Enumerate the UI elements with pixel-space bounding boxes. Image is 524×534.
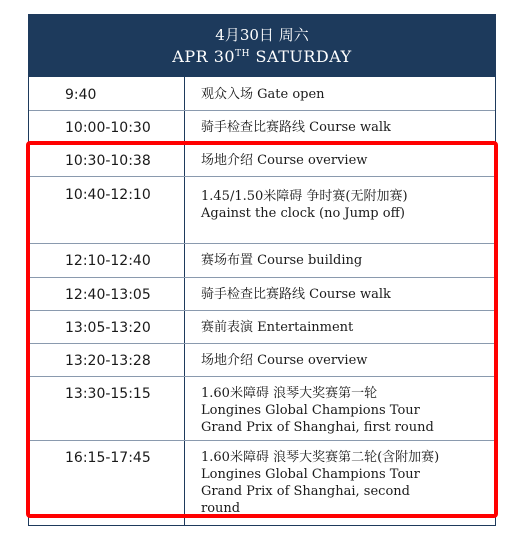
row-description-line: Longines Global Champions Tour xyxy=(201,467,420,482)
column-divider xyxy=(184,77,185,110)
header-date-english-main: APR 30 xyxy=(172,47,236,66)
row-time: 13:30-15:15 xyxy=(65,386,151,402)
row-time: 10:00-10:30 xyxy=(65,120,151,136)
row-time: 12:40-13:05 xyxy=(65,287,151,303)
row-description xyxy=(201,119,391,136)
row-time: 10:30-10:38 xyxy=(65,153,151,169)
row-description-line: Longines Global Champions Tour xyxy=(201,403,420,418)
row-description-line: 骑手检查比赛路线 Course walk xyxy=(201,287,391,302)
schedule-row xyxy=(29,77,495,111)
header-date-english xyxy=(29,47,495,66)
row-description-line: Grand Prix of Shanghai, first round xyxy=(201,420,434,435)
header-date-weekday: SATURDAY xyxy=(249,47,352,66)
row-description-line: 观众入场 Gate open xyxy=(201,87,325,102)
row-description-line: 1.60米障碍 浪琴大奖赛第一轮 xyxy=(201,386,378,401)
row-description-line: Grand Prix of Shanghai, second xyxy=(201,484,410,499)
row-description-line: 骑手检查比赛路线 Course walk xyxy=(201,120,391,135)
row-description-line: 赛前表演 Entertainment xyxy=(201,320,354,335)
row-time: 13:20-13:28 xyxy=(65,353,151,369)
row-description-line: 赛场布置 Course building xyxy=(201,253,363,268)
row-description-line: 1.45/1.50米障碍 争时赛(无附加赛) xyxy=(201,189,408,204)
row-time: 9:40 xyxy=(65,87,97,103)
row-time: 12:10-12:40 xyxy=(65,253,151,269)
header-date-chinese: 4月30日 周六 xyxy=(215,26,309,44)
row-time: 13:05-13:20 xyxy=(65,320,151,336)
row-description-line: round xyxy=(201,501,241,516)
header-date-suffix: TH xyxy=(235,49,250,59)
row-description-line: 场地介绍 Course overview xyxy=(201,353,368,368)
highlight-frame xyxy=(26,141,498,518)
row-time: 10:40-12:10 xyxy=(65,187,151,203)
schedule-row xyxy=(29,111,495,144)
row-description xyxy=(201,86,325,103)
row-description-line: 场地介绍 Course overview xyxy=(201,153,368,168)
schedule-header xyxy=(29,15,495,77)
column-divider xyxy=(184,111,185,143)
row-description-line: 1.60米障碍 浪琴大奖赛第二轮(含附加赛) xyxy=(201,450,440,465)
row-time: 16:15-17:45 xyxy=(65,450,151,466)
row-description-line: Against the clock (no Jump off) xyxy=(201,206,405,221)
